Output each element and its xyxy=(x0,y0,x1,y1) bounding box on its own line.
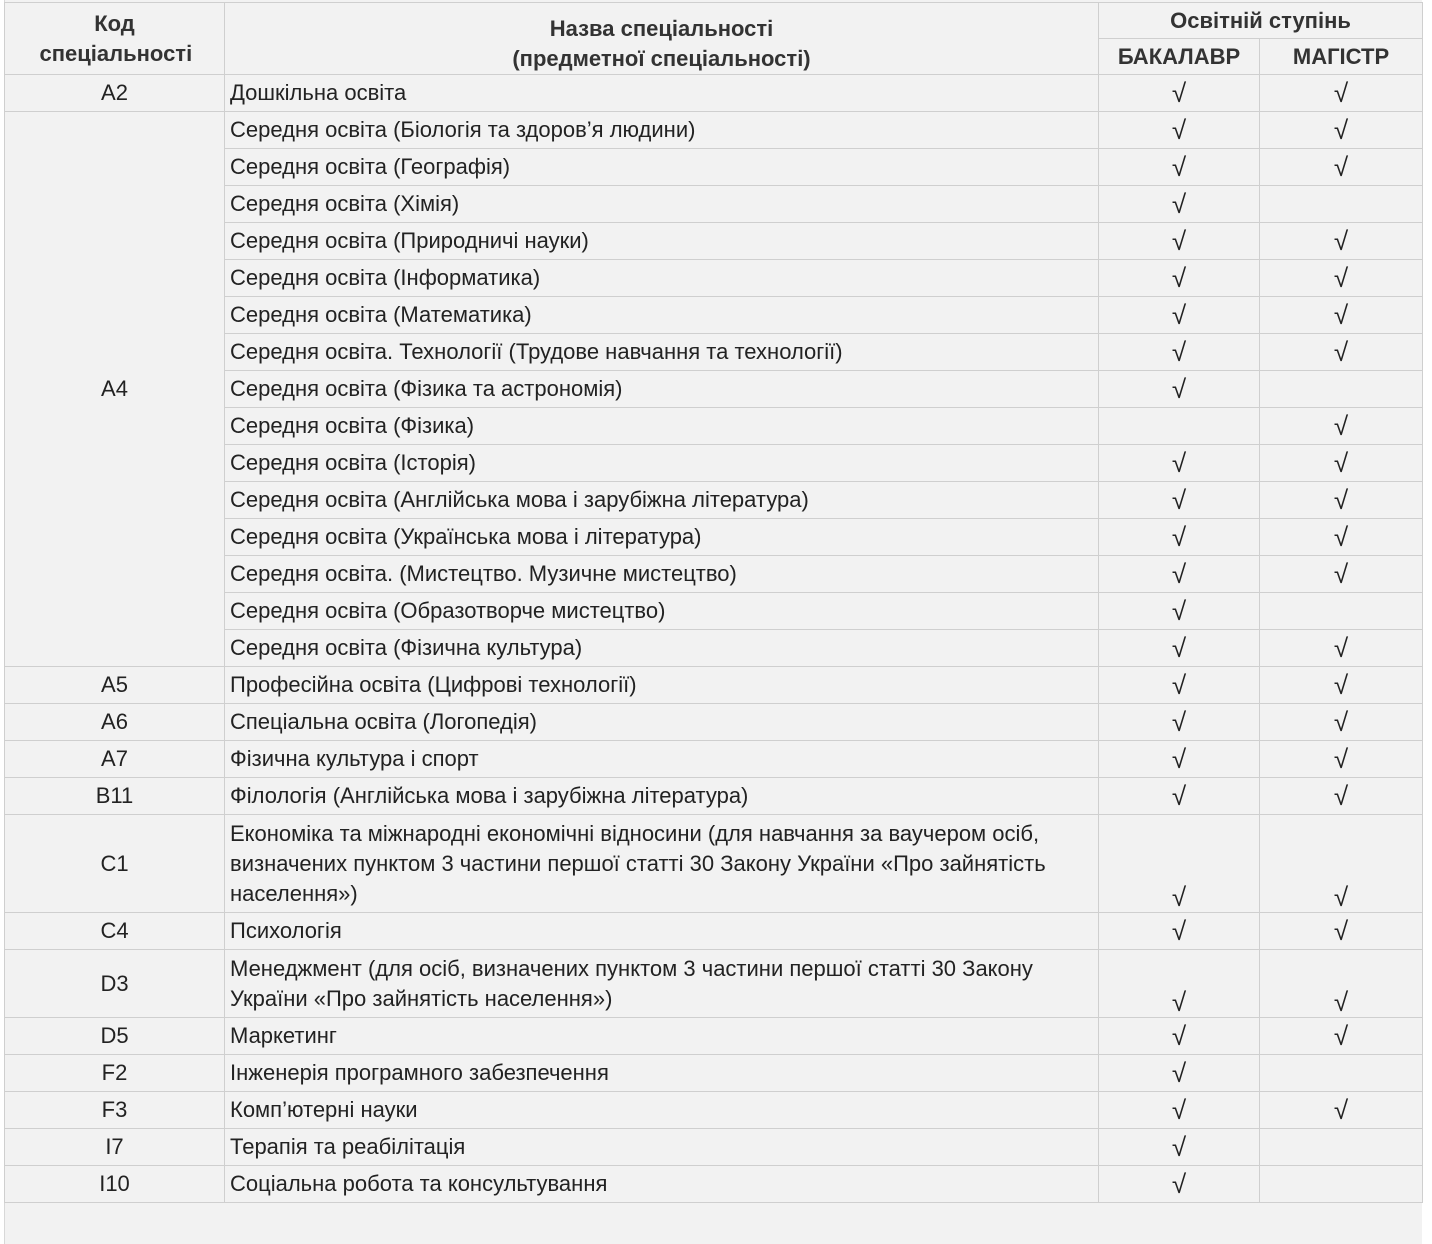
bachelor-cell[interactable] xyxy=(1099,445,1260,482)
header-name-line2: (предметної спеціальності) xyxy=(512,45,811,71)
bachelor-cell[interactable] xyxy=(1099,556,1260,593)
code-cell[interactable]: F2 xyxy=(5,1055,225,1092)
table-row xyxy=(5,778,1423,815)
check-mark-icon: √ xyxy=(1171,781,1187,811)
specialty-name-cell[interactable]: Середня освіта. (Мистецтво. Музичне мистецтво) xyxy=(225,556,1099,593)
code-cell[interactable]: F3 xyxy=(5,1092,225,1129)
code-cell[interactable]: А4 xyxy=(5,112,225,667)
check-mark-icon: √ xyxy=(1333,300,1349,330)
specialties-table xyxy=(4,2,1423,1203)
right-margin xyxy=(1422,0,1432,1244)
check-mark-icon: √ xyxy=(1333,559,1349,589)
table-row xyxy=(5,1055,1423,1092)
check-mark-icon: √ xyxy=(1333,707,1349,737)
check-mark-icon: √ xyxy=(1171,987,1187,1017)
master-cell[interactable] xyxy=(1260,1055,1423,1092)
master-cell[interactable] xyxy=(1260,223,1423,260)
bachelor-cell[interactable] xyxy=(1099,913,1260,950)
bachelor-cell[interactable] xyxy=(1099,334,1260,371)
master-cell[interactable] xyxy=(1260,112,1423,149)
check-mark-icon: √ xyxy=(1171,1132,1187,1162)
master-cell[interactable] xyxy=(1260,371,1423,408)
check-mark-icon: √ xyxy=(1171,189,1187,219)
specialty-name-cell[interactable]: Інженерія програмного забезпечення xyxy=(225,1055,1099,1092)
check-mark-icon: √ xyxy=(1333,670,1349,700)
master-cell[interactable] xyxy=(1260,913,1423,950)
table-row xyxy=(5,1129,1423,1166)
bachelor-cell[interactable] xyxy=(1099,260,1260,297)
code-cell[interactable]: А6 xyxy=(5,704,225,741)
check-mark-icon: √ xyxy=(1333,115,1349,145)
table-row xyxy=(5,1092,1423,1129)
check-mark-icon: √ xyxy=(1171,916,1187,946)
master-cell[interactable] xyxy=(1260,75,1423,112)
specialty-name-cell[interactable]: Спеціальна освіта (Логопедія) xyxy=(225,704,1099,741)
bachelor-cell[interactable] xyxy=(1099,704,1260,741)
bachelor-cell[interactable] xyxy=(1099,519,1260,556)
master-cell[interactable] xyxy=(1260,482,1423,519)
master-cell[interactable] xyxy=(1260,445,1423,482)
specialty-name-cell[interactable]: Філологія (Англійська мова і зарубіжна література) xyxy=(225,778,1099,815)
specialty-name-cell[interactable]: Середня освіта (Образотворче мистецтво) xyxy=(225,593,1099,630)
check-mark-icon: √ xyxy=(1171,337,1187,367)
bachelor-cell[interactable] xyxy=(1099,815,1260,913)
check-mark-icon: √ xyxy=(1333,337,1349,367)
table-row xyxy=(5,1166,1423,1203)
check-mark-icon: √ xyxy=(1333,448,1349,478)
check-mark-icon: √ xyxy=(1171,374,1187,404)
check-mark-icon: √ xyxy=(1333,263,1349,293)
specialty-name-cell[interactable]: Економіка та міжнародні економічні відносини (для навчання за ваучером осіб, визначених пунктом 3 частини першої статті 30 Закону України «Про зайнятість населення») xyxy=(225,815,1099,913)
header-degree[interactable]: Освітній ступінь xyxy=(1099,3,1423,39)
specialty-name-cell[interactable]: Фізична культура і спорт xyxy=(225,741,1099,778)
master-cell[interactable] xyxy=(1260,1129,1423,1166)
bachelor-cell[interactable] xyxy=(1099,1129,1260,1166)
bachelor-cell[interactable] xyxy=(1099,149,1260,186)
check-mark-icon: √ xyxy=(1171,882,1187,912)
bachelor-cell[interactable] xyxy=(1099,297,1260,334)
check-mark-icon: √ xyxy=(1333,882,1349,912)
master-cell[interactable] xyxy=(1260,408,1423,445)
specialty-name-cell[interactable]: Терапія та реабілітація xyxy=(225,1129,1099,1166)
master-cell[interactable] xyxy=(1260,186,1423,223)
check-mark-icon: √ xyxy=(1171,1021,1187,1051)
specialty-name-cell[interactable]: Психологія xyxy=(225,913,1099,950)
code-cell[interactable]: А5 xyxy=(5,667,225,704)
bachelor-cell[interactable] xyxy=(1099,593,1260,630)
bachelor-cell[interactable] xyxy=(1099,1166,1260,1203)
check-mark-icon: √ xyxy=(1333,633,1349,663)
master-cell[interactable] xyxy=(1260,556,1423,593)
header-name-line1: Назва спеціальності xyxy=(549,15,774,41)
check-mark-icon: √ xyxy=(1171,152,1187,182)
check-mark-icon: √ xyxy=(1171,744,1187,774)
check-mark-icon: √ xyxy=(1333,1021,1349,1051)
check-mark-icon: √ xyxy=(1171,633,1187,663)
check-mark-icon: √ xyxy=(1333,152,1349,182)
master-cell[interactable] xyxy=(1260,1018,1423,1055)
bachelor-cell[interactable] xyxy=(1099,371,1260,408)
check-mark-icon: √ xyxy=(1333,485,1349,515)
check-mark-icon: √ xyxy=(1333,411,1349,441)
master-cell[interactable] xyxy=(1260,593,1423,630)
code-cell[interactable]: I7 xyxy=(5,1129,225,1166)
specialty-name-cell[interactable]: Менеджмент (для осіб, визначених пунктом 3 частини першої статті 30 Закону України «Про зайнятість населення») xyxy=(225,950,1099,1018)
specialty-name-cell[interactable]: Середня освіта (Фізика та астрономія) xyxy=(225,371,1099,408)
specialty-name-cell[interactable]: Середня освіта (Хімія) xyxy=(225,186,1099,223)
table-row xyxy=(5,741,1423,778)
bachelor-cell[interactable] xyxy=(1099,667,1260,704)
check-mark-icon: √ xyxy=(1333,744,1349,774)
code-cell[interactable]: А7 xyxy=(5,741,225,778)
check-mark-icon: √ xyxy=(1171,559,1187,589)
check-mark-icon: √ xyxy=(1171,485,1187,515)
master-cell[interactable] xyxy=(1260,950,1423,1018)
bachelor-cell[interactable] xyxy=(1099,75,1260,112)
specialty-name-cell[interactable]: Дошкільна освіта xyxy=(225,75,1099,112)
table-row xyxy=(5,815,1423,913)
specialty-name-cell[interactable]: Середня освіта (Інформатика) xyxy=(225,260,1099,297)
header-code[interactable] xyxy=(5,3,225,75)
check-mark-icon: √ xyxy=(1171,115,1187,145)
specialty-name-cell[interactable]: Професійна освіта (Цифрові технології) xyxy=(225,667,1099,704)
specialty-name-cell[interactable]: Середня освіта (Історія) xyxy=(225,445,1099,482)
code-cell[interactable]: А2 xyxy=(5,75,225,112)
check-mark-icon: √ xyxy=(1333,916,1349,946)
table-row xyxy=(5,75,1423,112)
specialty-name-cell[interactable]: Середня освіта (Природничі науки) xyxy=(225,223,1099,260)
bachelor-cell[interactable] xyxy=(1099,408,1260,445)
table-row xyxy=(5,913,1423,950)
master-cell[interactable] xyxy=(1260,778,1423,815)
specialty-name-cell[interactable]: Комп’ютерні науки xyxy=(225,1092,1099,1129)
table-row xyxy=(5,667,1423,704)
bachelor-cell[interactable] xyxy=(1099,1092,1260,1129)
check-mark-icon: √ xyxy=(1333,522,1349,552)
code-cell[interactable]: В11 xyxy=(5,778,225,815)
table-body xyxy=(5,75,1423,1203)
bachelor-cell[interactable] xyxy=(1099,186,1260,223)
check-mark-icon: √ xyxy=(1171,226,1187,256)
code-cell[interactable]: С1 xyxy=(5,815,225,913)
check-mark-icon: √ xyxy=(1171,448,1187,478)
bachelor-cell[interactable] xyxy=(1099,1018,1260,1055)
check-mark-icon: √ xyxy=(1171,263,1187,293)
master-cell[interactable] xyxy=(1260,334,1423,371)
specialty-name-cell[interactable]: Середня освіта (Українська мова і література) xyxy=(225,519,1099,556)
bachelor-cell[interactable] xyxy=(1099,630,1260,667)
check-mark-icon: √ xyxy=(1171,522,1187,552)
header-code-text: Код спеціальності xyxy=(39,10,193,66)
specialty-name-cell[interactable]: Середня освіта. Технології (Трудове навчання та технології) xyxy=(225,334,1099,371)
specialty-name-cell[interactable]: Середня освіта (Фізика) xyxy=(225,408,1099,445)
code-cell[interactable]: С4 xyxy=(5,913,225,950)
header-name[interactable] xyxy=(225,3,1099,75)
specialty-name-cell[interactable]: Середня освіта (Англійська мова і зарубіжна література) xyxy=(225,482,1099,519)
specialty-name-cell[interactable]: Соціальна робота та консультування xyxy=(225,1166,1099,1203)
bachelor-cell[interactable] xyxy=(1099,223,1260,260)
master-cell[interactable] xyxy=(1260,149,1423,186)
specialty-name-cell[interactable]: Середня освіта (Фізична культура) xyxy=(225,630,1099,667)
specialty-name-cell[interactable]: Середня освіта (Біологія та здоров’я людини) xyxy=(225,112,1099,149)
check-mark-icon: √ xyxy=(1333,78,1349,108)
specialty-name-cell[interactable]: Середня освіта (Географія) xyxy=(225,149,1099,186)
check-mark-icon: √ xyxy=(1171,300,1187,330)
master-cell[interactable] xyxy=(1260,1092,1423,1129)
check-mark-icon: √ xyxy=(1171,670,1187,700)
code-cell[interactable]: D3 xyxy=(5,950,225,1018)
check-mark-icon: √ xyxy=(1171,78,1187,108)
bachelor-cell[interactable] xyxy=(1099,778,1260,815)
check-mark-icon: √ xyxy=(1333,987,1349,1017)
check-mark-icon: √ xyxy=(1333,226,1349,256)
table-row xyxy=(5,950,1423,1018)
table-row xyxy=(5,1018,1423,1055)
master-cell[interactable] xyxy=(1260,815,1423,913)
header-bachelor[interactable]: БАКАЛАВР xyxy=(1099,39,1260,75)
master-cell[interactable] xyxy=(1260,667,1423,704)
check-mark-icon: √ xyxy=(1333,781,1349,811)
bachelor-cell[interactable] xyxy=(1099,482,1260,519)
master-cell[interactable] xyxy=(1260,741,1423,778)
check-mark-icon: √ xyxy=(1333,1095,1349,1125)
check-mark-icon: √ xyxy=(1171,1095,1187,1125)
check-mark-icon: √ xyxy=(1171,596,1187,626)
code-cell[interactable]: D5 xyxy=(5,1018,225,1055)
table-row xyxy=(5,112,1423,149)
bachelor-cell[interactable] xyxy=(1099,112,1260,149)
master-cell[interactable] xyxy=(1260,704,1423,741)
master-cell[interactable] xyxy=(1260,260,1423,297)
master-cell[interactable] xyxy=(1260,630,1423,667)
master-cell[interactable] xyxy=(1260,519,1423,556)
master-cell[interactable] xyxy=(1260,1166,1423,1203)
header-master[interactable]: МАГІСТР xyxy=(1260,39,1423,75)
specialty-name-cell[interactable]: Середня освіта (Математика) xyxy=(225,297,1099,334)
specialty-name-cell[interactable]: Маркетинг xyxy=(225,1018,1099,1055)
bachelor-cell[interactable] xyxy=(1099,741,1260,778)
check-mark-icon: √ xyxy=(1171,707,1187,737)
code-cell[interactable]: I10 xyxy=(5,1166,225,1203)
table-row xyxy=(5,704,1423,741)
master-cell[interactable] xyxy=(1260,297,1423,334)
bachelor-cell[interactable] xyxy=(1099,950,1260,1018)
check-mark-icon: √ xyxy=(1171,1169,1187,1199)
check-mark-icon: √ xyxy=(1171,1058,1187,1088)
bachelor-cell[interactable] xyxy=(1099,1055,1260,1092)
